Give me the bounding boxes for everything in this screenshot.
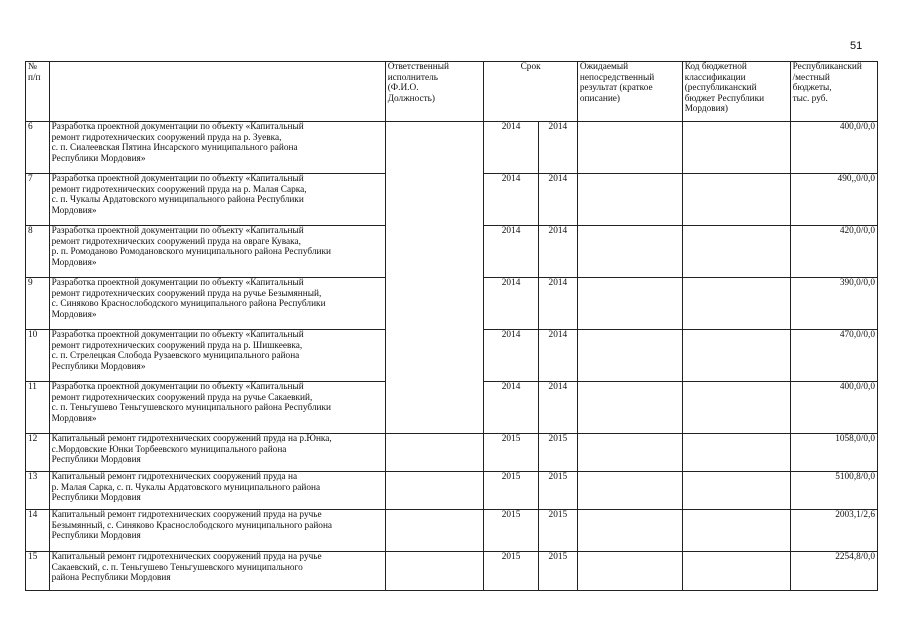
budget-code-cell bbox=[682, 382, 790, 434]
budget-amount: 490,,0/0,0 bbox=[790, 174, 877, 226]
row-number: 6 bbox=[26, 122, 50, 174]
table-row bbox=[26, 122, 878, 174]
header-budget-amount: Республиканский /местный бюджеты, тыс. руб. bbox=[790, 62, 877, 122]
term-start: 2015 bbox=[484, 472, 538, 510]
budget-code-cell bbox=[682, 330, 790, 382]
term-start: 2014 bbox=[484, 226, 538, 278]
term-end: 2014 bbox=[538, 382, 577, 434]
row-number: 11 bbox=[26, 382, 50, 434]
measure-name: Капитальный ремонт гидротехнических сооружений пруда на ручье Безымянный, с. Синяково Краснослободского муниципального района Республики Мордовия bbox=[49, 510, 385, 552]
term-end: 2015 bbox=[538, 510, 577, 552]
budget-amount: 400,0/0,0 bbox=[790, 382, 877, 434]
table-row bbox=[26, 552, 878, 591]
expected-result-cell bbox=[577, 472, 682, 510]
measure-name: Разработка проектной документации по объекту «Капитальный ремонт гидротехнических сооружений пруда на ручье Безымянный, с. Синяково Краснослободского муниципального района Республики Мордовия» bbox=[49, 278, 385, 330]
measure-name: Разработка проектной документации по объекту «Капитальный ремонт гидротехнических сооружений пруда на овраге Кувака, р. п. Ромоданово Ромодановского муниципального района Республики Мордовия» bbox=[49, 226, 385, 278]
header-executor: Ответственный исполнитель (Ф.И.О. Должность) bbox=[385, 62, 484, 122]
term-start: 2015 bbox=[484, 510, 538, 552]
row-number: 14 bbox=[26, 510, 50, 552]
expected-result-cell bbox=[577, 226, 682, 278]
executor-cell bbox=[385, 552, 484, 591]
header-term: Срок bbox=[484, 62, 578, 122]
row-number: 7 bbox=[26, 174, 50, 226]
expected-result-cell bbox=[577, 552, 682, 591]
table-row bbox=[26, 510, 878, 552]
measure-name: Капитальный ремонт гидротехнических сооружений пруда на р. Малая Сарка, с. п. Чукалы Ардатовского муниципального района Республики Мордовия bbox=[49, 472, 385, 510]
term-start: 2014 bbox=[484, 174, 538, 226]
term-end: 2015 bbox=[538, 552, 577, 591]
page-number: 51 bbox=[850, 40, 863, 52]
budget-amount: 5100,8/0,0 bbox=[790, 472, 877, 510]
budget-code-cell bbox=[682, 174, 790, 226]
measure-name: Разработка проектной документации по объекту «Капитальный ремонт гидротехнических сооружений пруда на р. Зуевка, с. п. Сиалеевская Пятина Инсарского муниципального района Республики Мордовия» bbox=[49, 122, 385, 174]
expected-result-cell bbox=[577, 510, 682, 552]
term-end: 2014 bbox=[538, 122, 577, 174]
budget-amount: 420,0/0,0 bbox=[790, 226, 877, 278]
header-number: № п/п bbox=[26, 62, 50, 122]
term-start: 2015 bbox=[484, 434, 538, 472]
table-row bbox=[26, 472, 878, 510]
executor-cell bbox=[385, 472, 484, 510]
budget-amount: 400,0/0,0 bbox=[790, 122, 877, 174]
budget-code-cell bbox=[682, 122, 790, 174]
program-measures-table bbox=[25, 61, 878, 591]
term-end: 2014 bbox=[538, 278, 577, 330]
row-number: 15 bbox=[26, 552, 50, 591]
term-start: 2014 bbox=[484, 382, 538, 434]
budget-code-cell bbox=[682, 510, 790, 552]
header-budget-code: Код бюджетной классификации (республиканский бюджет Республики Мордовия) bbox=[682, 62, 790, 122]
measure-name: Разработка проектной документации по объекту «Капитальный ремонт гидротехнических сооружений пруда на ручье Сакаевкий, с. п. Теньгушево Теньгушевского муниципального района Республики Мордовия» bbox=[49, 382, 385, 434]
expected-result-cell bbox=[577, 278, 682, 330]
header-measure-name bbox=[49, 62, 385, 122]
expected-result-cell bbox=[577, 330, 682, 382]
term-end: 2015 bbox=[538, 472, 577, 510]
row-number: 10 bbox=[26, 330, 50, 382]
measure-name: Капитальный ремонт гидротехнических сооружений пруда на р.Юнка, с.Мордовские Юнки Торбеевского муниципального района Республики Мордовия bbox=[49, 434, 385, 472]
expected-result-cell bbox=[577, 174, 682, 226]
measure-name: Разработка проектной документации по объекту «Капитальный ремонт гидротехнических сооружений пруда на р. Малая Сарка, с. п. Чукалы Ардатовского муниципального района Республики Мордовия» bbox=[49, 174, 385, 226]
term-start: 2015 bbox=[484, 552, 538, 591]
budget-amount: 390,0/0,0 bbox=[790, 278, 877, 330]
expected-result-cell bbox=[577, 434, 682, 472]
expected-result-cell bbox=[577, 382, 682, 434]
budget-code-cell bbox=[682, 226, 790, 278]
header-expected-result: Ожидаемый непосредственный результат (краткое описание) bbox=[577, 62, 682, 122]
term-start: 2014 bbox=[484, 278, 538, 330]
expected-result-cell bbox=[577, 122, 682, 174]
budget-amount: 2254,8/0,0 bbox=[790, 552, 877, 591]
row-number: 12 bbox=[26, 434, 50, 472]
term-end: 2014 bbox=[538, 330, 577, 382]
term-start: 2014 bbox=[484, 330, 538, 382]
budget-code-cell bbox=[682, 278, 790, 330]
term-end: 2014 bbox=[538, 226, 577, 278]
term-start: 2014 bbox=[484, 122, 538, 174]
term-end: 2014 bbox=[538, 174, 577, 226]
executor-cell bbox=[385, 122, 484, 434]
budget-amount: 1058,0/0,0 bbox=[790, 434, 877, 472]
budget-amount: 2003,1/2,6 bbox=[790, 510, 877, 552]
budget-amount: 470,0/0,0 bbox=[790, 330, 877, 382]
budget-code-cell bbox=[682, 472, 790, 510]
measure-name: Капитальный ремонт гидротехнических сооружений пруда на ручье Сакаевский, с. п. Теньгушево Теньгушевского муниципального района Республики Мордовия bbox=[49, 552, 385, 591]
term-end: 2015 bbox=[538, 434, 577, 472]
measure-name: Разработка проектной документации по объекту «Капитальный ремонт гидротехнических сооружений пруда на р. Шишкеевка, с. п. Стрелецкая Слобода Рузаевского муниципального района Республики Мордовия» bbox=[49, 330, 385, 382]
executor-cell bbox=[385, 510, 484, 552]
executor-cell bbox=[385, 434, 484, 472]
table-header-row bbox=[26, 62, 878, 122]
row-number: 13 bbox=[26, 472, 50, 510]
row-number: 9 bbox=[26, 278, 50, 330]
budget-code-cell bbox=[682, 552, 790, 591]
table-row bbox=[26, 434, 878, 472]
row-number: 8 bbox=[26, 226, 50, 278]
budget-code-cell bbox=[682, 434, 790, 472]
